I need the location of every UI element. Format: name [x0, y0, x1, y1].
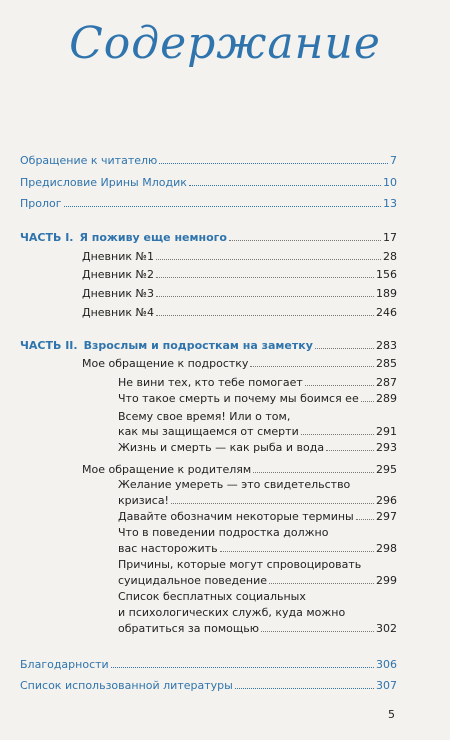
dot-leader [301, 434, 374, 435]
entry-text: Мое обращение к родителям [82, 463, 252, 476]
entry-text-line-1: Желание умереть — это свидетельство [118, 478, 351, 491]
entry-text: обратиться за помощью [118, 622, 259, 635]
entry-text: Дневник №2 [82, 268, 154, 281]
dot-leader [171, 503, 374, 504]
entry-page: 28 [383, 250, 397, 263]
entry-page: 246 [376, 306, 397, 319]
dot-leader [220, 551, 374, 552]
toc-entry-teen-1[interactable] [118, 376, 397, 389]
entry-text: Давайте обозначим некоторые термины [118, 510, 354, 523]
entry-text: Пролог [20, 197, 62, 210]
toc-entry-teen-4[interactable] [118, 441, 397, 454]
toc-entry-diary-1[interactable] [82, 250, 397, 263]
dot-leader [269, 583, 374, 584]
entry-page: 297 [376, 510, 397, 523]
entry-text-line-1: Причины, которые могут спровоцировать [118, 558, 362, 571]
entry-page: 293 [376, 441, 397, 454]
entry-text: суицидальное поведение [118, 574, 268, 587]
entry-text-line-1: Что в поведении подростка должно [118, 526, 329, 539]
entry-text: Дневник №3 [82, 287, 154, 300]
entry-page: 289 [376, 392, 397, 405]
part-label: ЧАСТЬ II. [20, 339, 78, 352]
entry-page: 156 [376, 268, 397, 281]
entry-page: 299 [376, 574, 397, 587]
entry-page: 189 [376, 287, 397, 300]
entry-page: 10 [383, 176, 397, 189]
entry-text: Дневник №4 [82, 306, 154, 319]
toc-entry-parents-4[interactable] [118, 574, 397, 587]
toc-entry-diary-4[interactable] [82, 306, 397, 319]
toc-entry-parents-3[interactable] [118, 542, 397, 555]
toc-entry-references[interactable] [20, 679, 397, 692]
entry-page: 296 [376, 494, 397, 507]
entry-page: 285 [376, 357, 397, 370]
entry-text: как мы защищаемся от смерти [118, 425, 299, 438]
dot-leader [235, 688, 374, 689]
page-number: 5 [388, 708, 395, 721]
dot-leader [305, 385, 374, 386]
part-title: Взрослым и подросткам на заметку [83, 339, 313, 352]
entry-page: 287 [376, 376, 397, 389]
dot-leader [111, 667, 374, 668]
toc-entry-diary-2[interactable] [82, 268, 397, 281]
entry-page: 295 [376, 463, 397, 476]
dot-leader [229, 240, 381, 241]
toc-entry-parents-appeal[interactable] [82, 463, 397, 476]
entry-text: Мое обращение к подростку [82, 357, 249, 370]
entry-text: Благодарности [20, 658, 109, 671]
entry-page: 7 [390, 154, 397, 167]
dot-leader [326, 450, 374, 451]
toc-entry-thanks[interactable] [20, 658, 397, 671]
toc-part-1[interactable] [20, 231, 397, 244]
entry-text-line-2: и психологических служб, куда можно [118, 606, 346, 619]
toc-entry-teen-2[interactable] [118, 392, 397, 405]
entry-text-line-1: Список бесплатных социальных [118, 590, 306, 603]
entry-page: 306 [376, 658, 397, 671]
entry-text: Список использованной литературы [20, 679, 233, 692]
dot-leader [261, 631, 374, 632]
dot-leader [315, 348, 374, 349]
entry-page: 302 [376, 622, 397, 635]
entry-text: Жизнь и смерть — как рыба и вода [118, 441, 325, 454]
toc-entry-prologue[interactable] [20, 197, 397, 210]
dot-leader [361, 401, 374, 402]
toc-entry-appeal[interactable] [20, 154, 397, 167]
entry-text: Предисловие Ирины Млодик [20, 176, 187, 189]
entry-page: 298 [376, 542, 397, 555]
entry-page: 283 [376, 339, 397, 352]
dot-leader [250, 366, 374, 367]
part-label: ЧАСТЬ I. [20, 231, 74, 244]
toc-entry-foreword[interactable] [20, 176, 397, 189]
part-title: Я поживу еще немного [79, 231, 227, 244]
entry-page: 13 [383, 197, 397, 210]
dot-leader [156, 259, 381, 260]
toc-entry-diary-3[interactable] [82, 287, 397, 300]
entry-text: Что такое смерть и почему мы боимся ее [118, 392, 359, 405]
dot-leader [64, 206, 381, 207]
toc-entry-parents-2[interactable] [118, 510, 397, 523]
dot-leader [189, 185, 381, 186]
dot-leader [159, 163, 388, 164]
dot-leader [156, 315, 374, 316]
entry-text: Не вини тех, кто тебе помогает [118, 376, 303, 389]
entry-page: 17 [383, 231, 397, 244]
entry-text: кризиса! [118, 494, 169, 507]
dot-leader [253, 472, 374, 473]
toc-entry-teen-3[interactable] [118, 425, 397, 438]
entry-text: вас насторожить [118, 542, 218, 555]
entry-text: Обращение к читателю [20, 154, 158, 167]
dot-leader [156, 277, 374, 278]
entry-page: 291 [376, 425, 397, 438]
page-title: Содержание [69, 18, 381, 69]
toc-entry-parents-5[interactable] [118, 622, 397, 635]
toc-part-2[interactable] [20, 339, 397, 352]
toc-entry-teen-appeal[interactable] [82, 357, 397, 370]
entry-text-line-1: Всему свое время! Или о том, [118, 410, 291, 423]
dot-leader [156, 296, 374, 297]
entry-text: Дневник №1 [82, 250, 154, 263]
toc-entry-parents-1[interactable] [118, 494, 397, 507]
dot-leader [356, 519, 374, 520]
entry-page: 307 [376, 679, 397, 692]
